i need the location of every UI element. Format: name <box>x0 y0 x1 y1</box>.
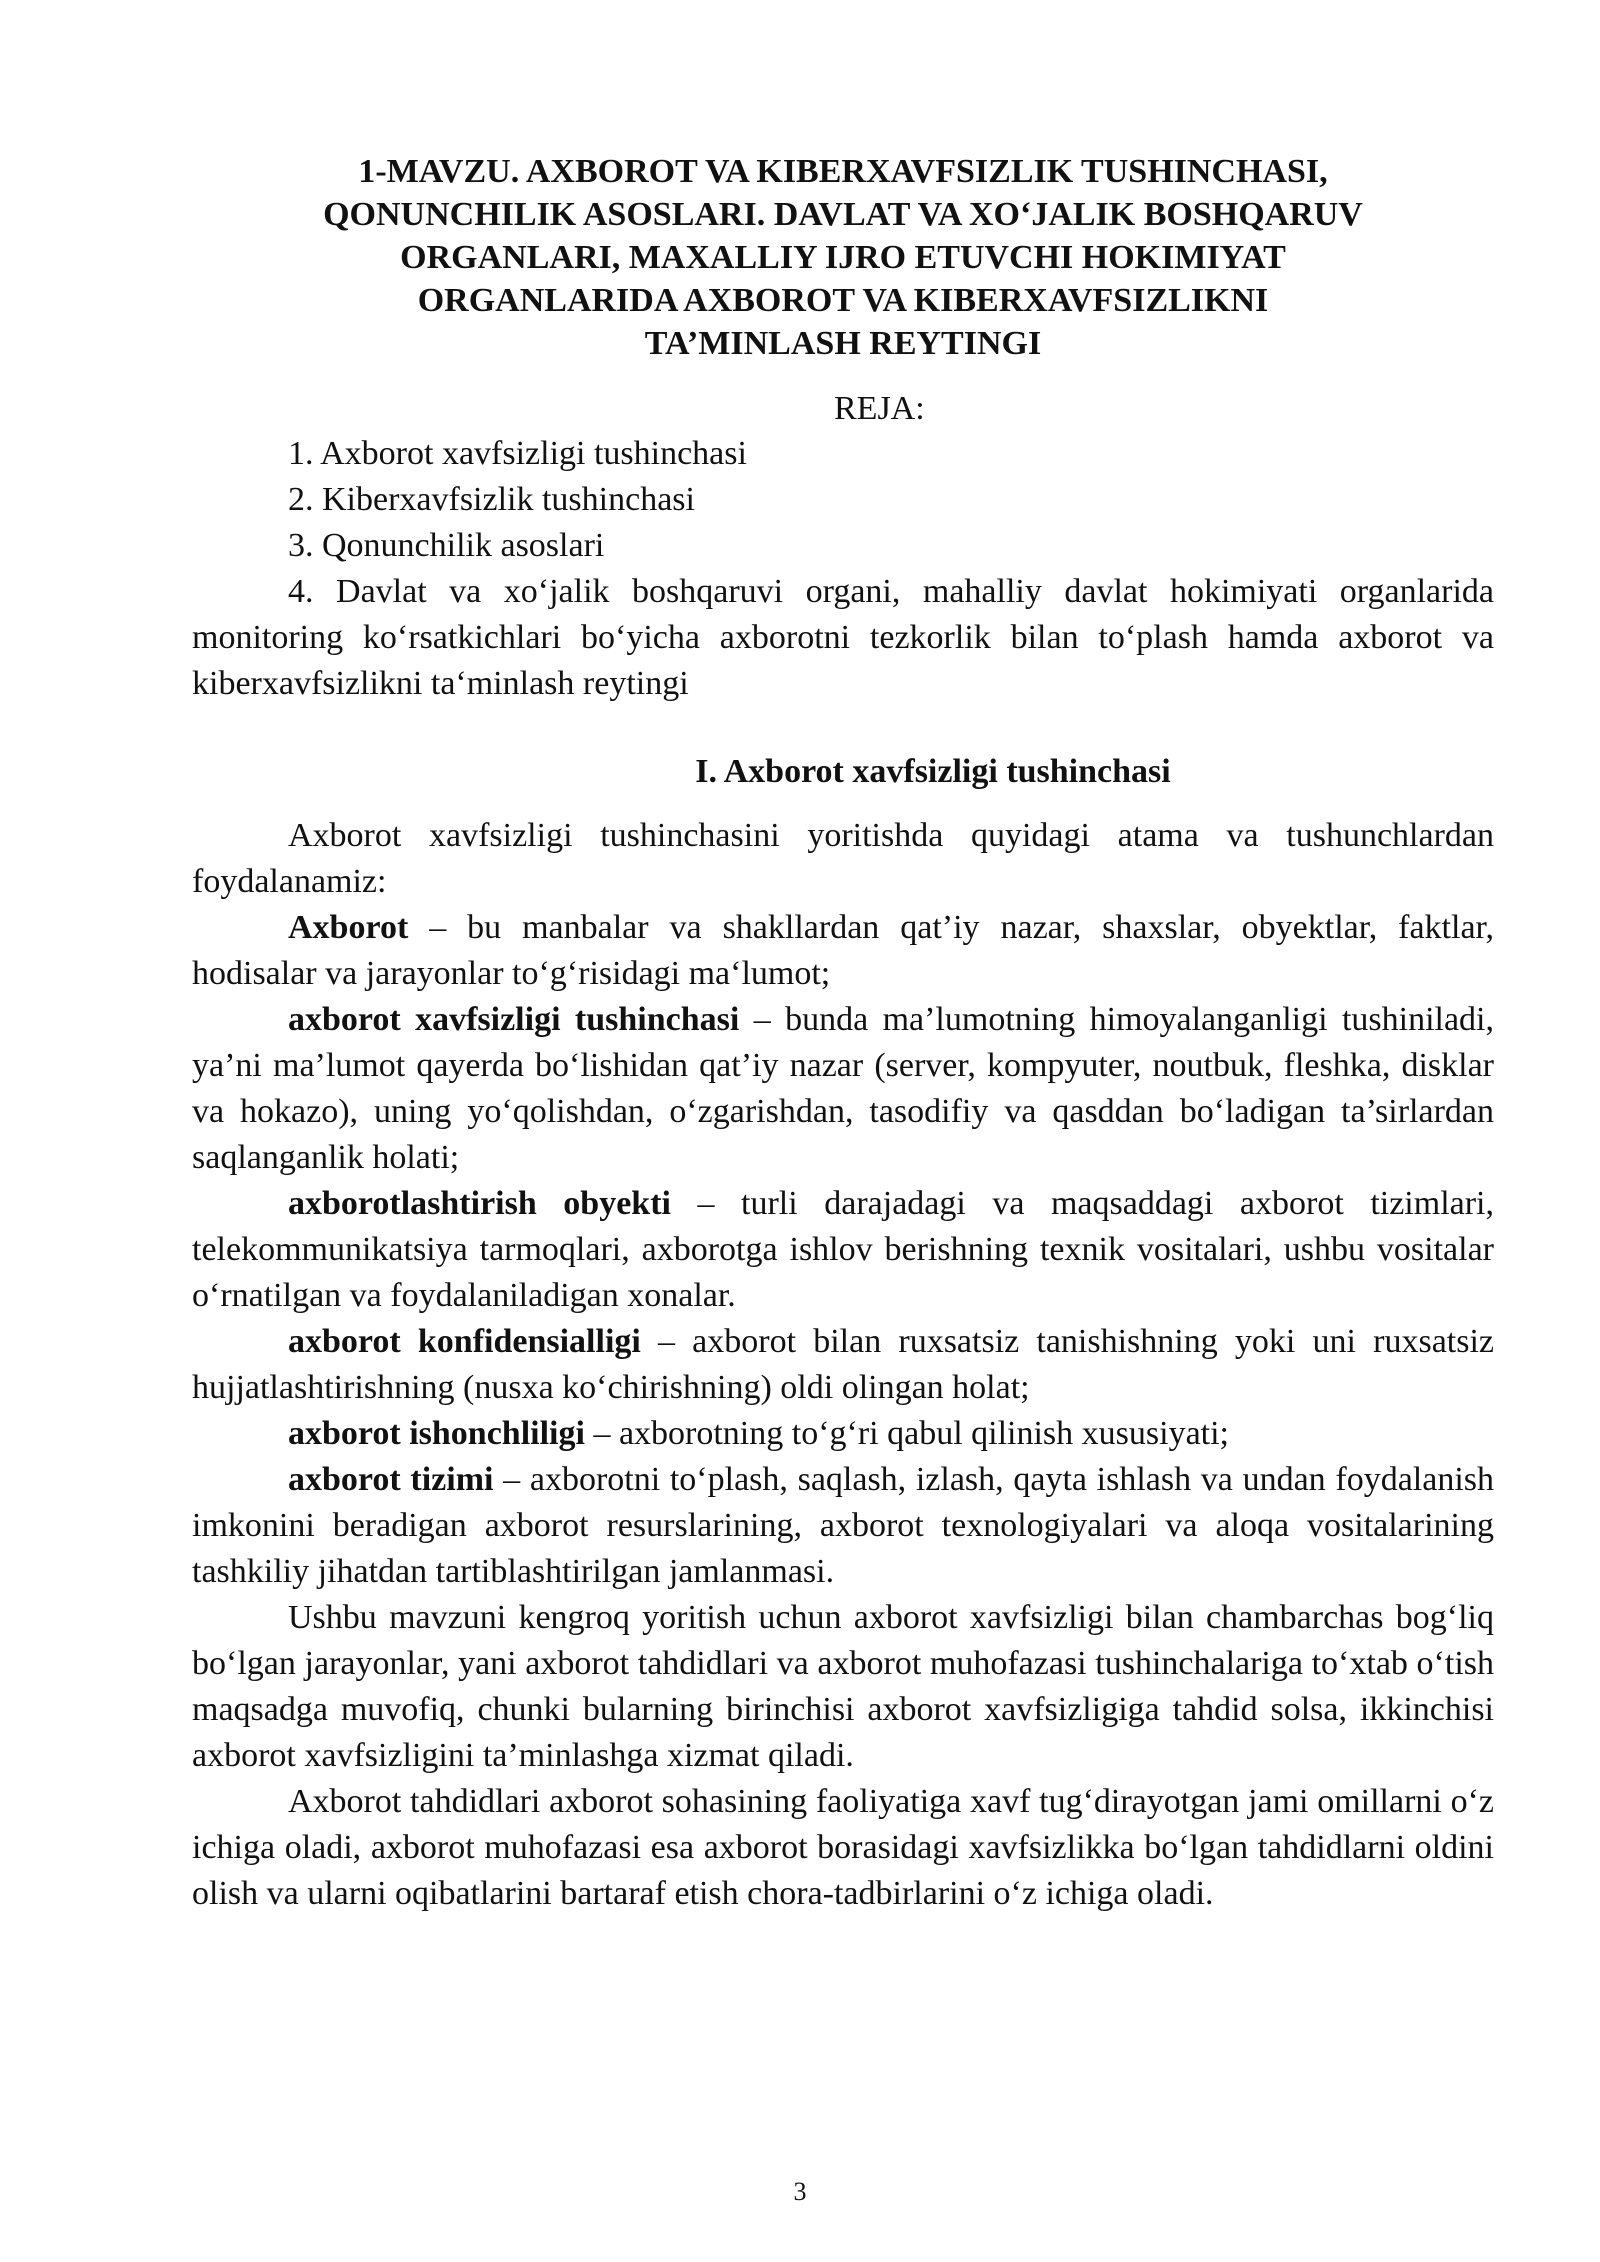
title-line: ORGANLARI, MAXALLIY IJRO ETUVCHI HOKIMIYAT <box>400 239 1286 276</box>
page-number: 3 <box>793 2177 807 2206</box>
definition-paragraph <box>192 997 1494 1181</box>
definition-text: – turli darajadagi va maqsaddagi axborot tizimlari, telekommunikatsiya tarmoqlari, axborotga ishlov berishning texnik vositalari, ushbu vositalar o‘rnatilgan va foydalaniladigan xonalar. <box>192 1185 1494 1314</box>
definition-term: Axborot <box>288 909 409 946</box>
title-line: QONUNCHILIK ASOSLARI. DAVLAT VA XO‘JALIK BOSHQARUV <box>323 196 1363 233</box>
definition-text: – axborotning to‘g‘ri qabul qilinish xususiyati; <box>584 1415 1229 1452</box>
document-title <box>192 150 1494 365</box>
definition-term: axborot tizimi <box>288 1461 494 1498</box>
definition-text: – bunda ma’lumotning himoyalanganligi tushiniladi, ya’ni ma’lumot qayerda bo‘lishidan qat’iy nazar (server, kompyuter, noutbuk, fleshka, disklar va hokazo), uning yo‘qolishdan, o‘zgarishdan, tasodifiy va qasddan bo‘ladigan ta’sirlardan saqlanganlik holati; <box>192 1001 1494 1176</box>
definition-text: – bu manbalar va shakllardan qat’iy nazar, shaxslar, obyektlar, faktlar, hodisalar va jarayonlar to‘g‘risidagi ma‘lumot; <box>192 909 1494 992</box>
section-title: I. Axborot xavfsizligi tushinchasi <box>695 753 1171 790</box>
body-paragraph: Axborot tahdidlari axborot sohasining faoliyatiga xavf tug‘dirayotgan jami omillarni o‘z ichiga oladi, axborot muhofazasi esa axborot borasidagi xavfsizlikka bo‘lgan tahdidlarni oldini olish va ularni oqibatlarini bartaraf etish chora-tadbirlarini o‘z ichiga oladi. <box>192 1783 1494 1912</box>
definition-text: – axborot bilan ruxsatsiz tanishishning yoki uni ruxsatsiz hujjatlashtirishning (nusxa ko‘chirishning) oldi olingan holat; <box>192 1323 1494 1406</box>
plan-item: 4. Davlat va xo‘jalik boshqaruvi organi, mahalliy davlat hokimiyati organlarida monitoring ko‘rsatkichlari bo‘yicha axborotni tezkorlik bilan to‘plash hamda axborot va kiberxavfsizlikni ta‘minlash reytingi <box>192 573 1494 702</box>
definition-term: axborot konfidensialligi <box>288 1323 641 1360</box>
plan-item: 1. Axborot xavfsizligi tushinchasi <box>288 435 747 472</box>
plan-heading: REJA: <box>834 390 925 427</box>
plan-item: 2. Kiberxavfsizlik tushinchasi <box>288 481 695 518</box>
definition-paragraph <box>192 1181 1494 1319</box>
title-line: TA’MINLASH REYTINGI <box>644 325 1042 362</box>
definition-paragraph <box>192 1411 1494 1457</box>
definition-term: axborot xavfsizligi tushinchasi <box>288 1001 740 1038</box>
definition-term: axborotlashtirish obyekti <box>288 1185 671 1222</box>
plan-item: 3. Qonunchilik asoslari <box>288 527 605 564</box>
body-paragraph: Ushbu mavzuni kengroq yoritish uchun axborot xavfsizligi bilan chambarchas bog‘liq bo‘lgan jarayonlar, yani axborot tahdidlari va axborot muhofazasi tushinchalariga to‘xtab o‘tish maqsadga muvofiq, chunki bularning birinchisi axborot xavfsizligiga tahdid solsa, ikkinchisi axborot xavfsizligini ta’minlashga xizmat qiladi. <box>192 1599 1494 1774</box>
definition-paragraph <box>192 1457 1494 1595</box>
definition-term: axborot ishonchliligi <box>288 1415 585 1452</box>
title-line: 1-MAVZU. AXBOROT VA KIBERXAVFSIZLIK TUSHINCHASI, <box>358 153 1328 190</box>
document-page <box>192 150 1494 1917</box>
intro-paragraph: Axborot xavfsizligi tushinchasini yoritishda quyidagi atama va tushunchlardan foydalanamiz: <box>192 817 1494 900</box>
plan-list <box>192 431 1494 707</box>
title-line: ORGANLARIDA AXBOROT VA KIBERXAVFSIZLIKNI <box>417 282 1269 319</box>
definition-paragraph <box>192 905 1494 997</box>
definition-paragraph <box>192 1319 1494 1411</box>
definition-text: – axborotni to‘plash, saqlash, izlash, qayta ishlash va undan foydalanish imkonini beradigan axborot resurslarining, axborot texnologiyalari va aloqa vositalarining tashkiliy jihatdan tartiblashtirilgan jamlanmasi. <box>192 1461 1494 1590</box>
